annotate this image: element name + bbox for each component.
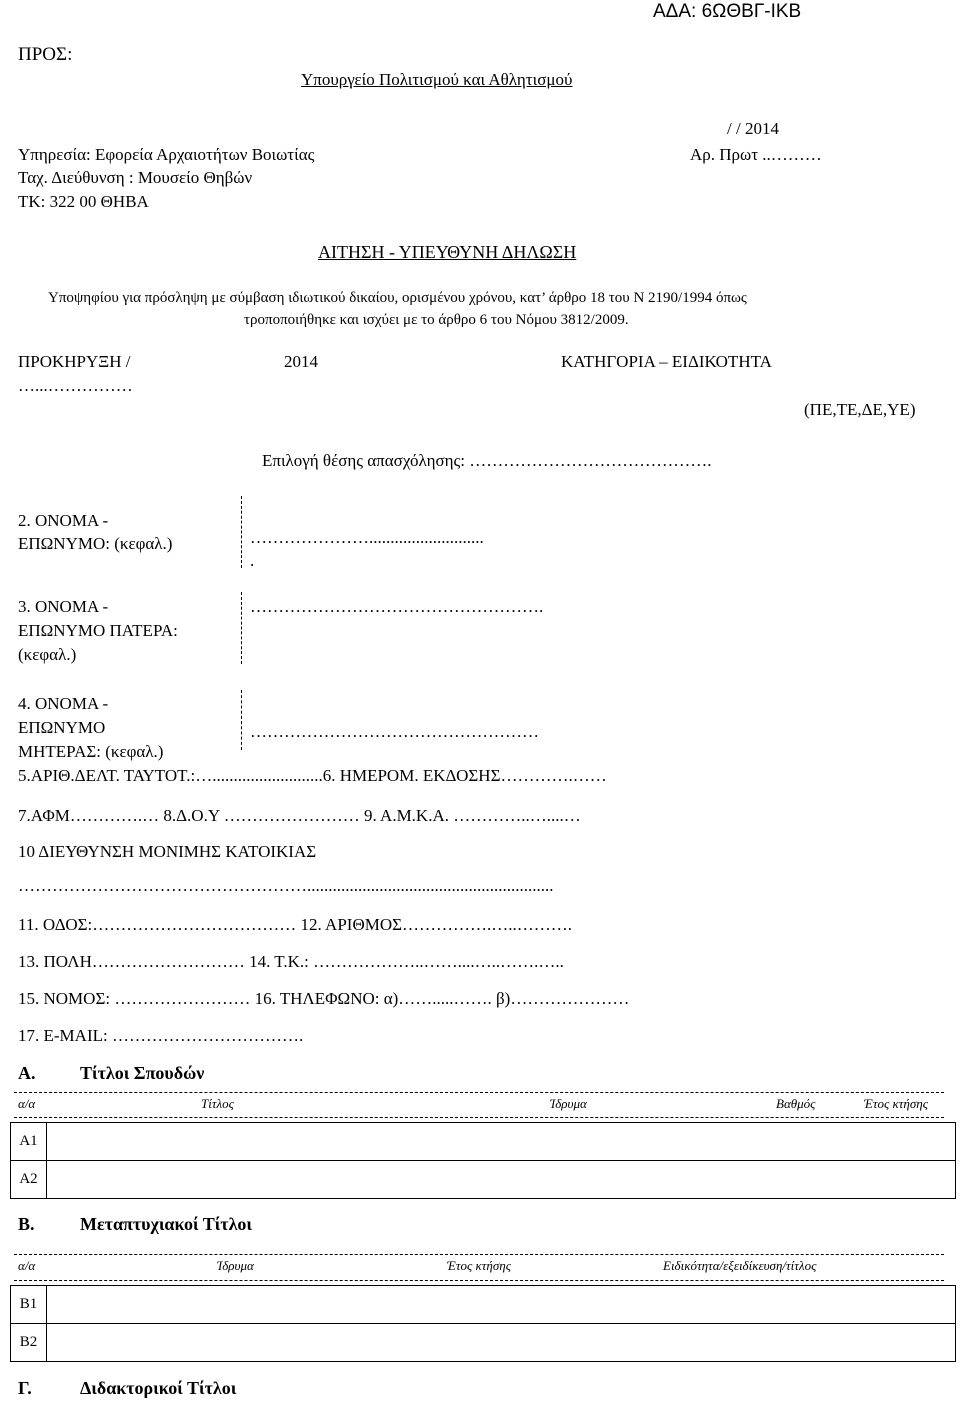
table-cell[interactable] [47, 1161, 956, 1199]
street-line[interactable]: 11. ΟΔΟΣ:……………………………… 12. ΑΡΙΘΜΟΣ…………….…..………. [18, 915, 573, 934]
proclamation-label: ΠΡΟΚΗΡΥΞΗ / [18, 352, 131, 371]
document-title: ΑΙΤΗΣΗ - ΥΠΕΥΘΥΝΗ ΔΗΛΩΣΗ [318, 242, 577, 262]
section-b-letter: Β. [18, 1214, 35, 1234]
intro-line-2: τροποποιήθηκε και ισχύει με το άρθρο 6 του Νόμου 3812/2009. [244, 312, 629, 328]
section-b-col-year: Έτος κτήσης [447, 1258, 511, 1273]
section-a-col-institution: Ίδρυμα [550, 1096, 587, 1111]
mother-label-2: ΕΠΩΝΥΜΟ [18, 718, 106, 737]
row-label: Α2 [11, 1161, 47, 1199]
education-levels: (ΠΕ,ΤΕ,ΔΕ,ΥΕ) [804, 400, 916, 419]
id-card-line[interactable]: 5.ΑΡΙΘ.ΔΕΛΤ. ΤΑΥΤΟΤ.:…..........................6. ΗΜΕΡΟΜ. ΕΚΔΟΣΗΣ………….…… [18, 766, 607, 785]
proclamation-dots: …...…………… [18, 376, 133, 395]
section-a-header-top [14, 1092, 944, 1093]
section-c-title: Διδακτορικοί Τίτλοι [80, 1378, 237, 1398]
protocol-number: Αρ. Πρωτ ..……… [690, 145, 822, 164]
table-row [11, 1123, 956, 1161]
section-a-letter: Α. [18, 1063, 36, 1083]
section-a-col-grade: Βαθμός [776, 1096, 816, 1111]
section-c-letter: Γ. [18, 1378, 32, 1398]
recipient-label: ΠΡΟΣ: [18, 44, 73, 65]
father-name-field[interactable]: ……………………………………………. [250, 597, 544, 616]
category-specialty: ΚΑΤΗΓΟΡΙΑ – ΕΙΔΙΚΟΤΗΤΑ [561, 352, 772, 371]
mother-name-field[interactable]: …………………………………………… [250, 722, 539, 741]
name-label-2: ΕΠΩΝΥΜΟ: (κεφαλ.) [18, 534, 173, 553]
section-b-header-top [14, 1254, 944, 1255]
divider-father [241, 592, 242, 664]
postal-code: ΤΚ: 322 00 ΘΗΒΑ [18, 192, 149, 211]
table-cell[interactable] [47, 1286, 956, 1324]
city-line[interactable]: 13. ΠΟΛΗ……………………… 14. Τ.Κ.: ………………..……....…..…….….. [18, 952, 564, 971]
row-label: Α1 [11, 1123, 47, 1161]
mother-label-1: 4. ΟΝΟΜΑ - [18, 694, 109, 713]
postal-address: Ταχ. Διεύθυνση : Μουσείο Θηβών [18, 168, 253, 187]
address-field[interactable]: …………………………………………….......................................................... [18, 876, 554, 895]
service-line: Υπηρεσία: Εφορεία Αρχαιοτήτων Βοιωτίας [18, 145, 315, 164]
section-a-col-aa: α/α [18, 1096, 36, 1111]
section-b-header-bottom [14, 1280, 944, 1281]
name-label-1: 2. ΟΝΟΜΑ - [18, 511, 109, 530]
prefecture-phone-line[interactable]: 15. ΝΟΜΟΣ: …………………… 16. ΤΗΛΕΦΩΝΟ: α)…….....……. β)………………… [18, 989, 630, 1008]
proclamation-year: 2014 [284, 352, 318, 371]
table-row [11, 1286, 956, 1324]
section-b-table [10, 1285, 956, 1362]
section-b-col-specialty: Ειδικότητα/εξειδίκευση/τίτλος [663, 1258, 817, 1273]
section-a-col-title: Τίτλος [201, 1096, 234, 1111]
email-line[interactable]: 17. E-MAIL: ……………………………. [18, 1026, 304, 1045]
table-row [11, 1324, 956, 1362]
row-label: Β2 [11, 1324, 47, 1362]
ministry-name: Υπουργείο Πολιτισμού και Αθλητισμού [301, 70, 573, 89]
section-b-col-institution: Ίδρυμα [217, 1258, 254, 1273]
row-label: Β1 [11, 1286, 47, 1324]
position-choice-dots: ……………………………………. [469, 451, 712, 470]
date-field: / / 2014 [727, 119, 779, 138]
table-cell[interactable] [47, 1123, 956, 1161]
table-cell[interactable] [47, 1324, 956, 1362]
name-field[interactable]: …………………........................... [250, 528, 484, 547]
divider-name [241, 496, 242, 568]
section-a-title: Τίτλοι Σπουδών [80, 1063, 205, 1083]
ada-code: ΑΔΑ: 6ΩΘΒΓ-ΙΚΒ [653, 1, 802, 22]
position-choice-label: Επιλογή θέσης απασχόλησης: [262, 451, 465, 470]
father-label-1: 3. ΟΝΟΜΑ - [18, 597, 109, 616]
section-a-header-bottom [14, 1117, 944, 1118]
father-label-3: (κεφαλ.) [18, 645, 77, 664]
intro-line-1: Υποψηφίου για πρόσληψη με σύμβαση ιδιωτικού δικαίου, ορισμένου χρόνου, κατ’ άρθρο 18 του Ν 2190/1994 όπως [48, 290, 747, 306]
section-a-col-year: Έτος κτήσης [864, 1096, 928, 1111]
position-choice [262, 451, 711, 471]
section-a-table [10, 1122, 956, 1199]
section-b-col-aa: α/α [18, 1258, 36, 1273]
father-label-2: ΕΠΩΝΥΜΟ ΠΑΤΕΡΑ: [18, 621, 178, 640]
section-b-title: Μεταπτυχιακοί Τίτλοι [80, 1214, 253, 1234]
mother-label-3: ΜΗΤΕΡΑΣ: (κεφαλ.) [18, 742, 164, 761]
name-field-dot: . [250, 551, 255, 570]
tax-line[interactable]: 7.ΑΦΜ………….… 8.Δ.Ο.Υ …………………… 9. Α.Μ.Κ.Α. …………..…....… [18, 806, 581, 825]
divider-mother [241, 690, 242, 750]
table-row [11, 1161, 956, 1199]
address-heading: 10 ΔΙΕΥΘΥΝΣΗ ΜΟΝΙΜΗΣ ΚΑΤΟΙΚΙΑΣ [18, 842, 317, 861]
